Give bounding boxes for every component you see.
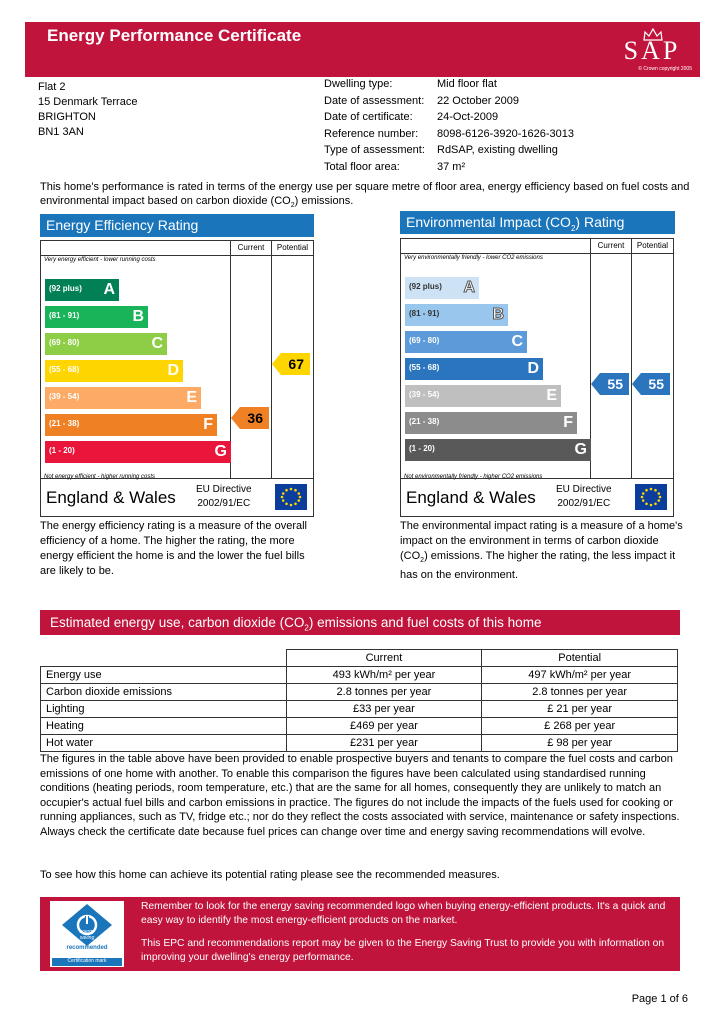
subscript: 2 <box>290 202 295 210</box>
region-label: England & Wales <box>406 488 536 507</box>
table-row <box>41 701 678 718</box>
band-range: (39 - 54) <box>409 390 440 399</box>
band-letter: D <box>167 362 179 379</box>
band-letter: G <box>214 443 227 460</box>
chart-footer <box>401 478 673 516</box>
band-range: (81 - 91) <box>49 311 80 320</box>
band-range: (1 - 20) <box>409 444 435 453</box>
dwelling-value: 8098-6126-3920-1626-3013 <box>437 127 575 140</box>
dwelling-key: Reference number: <box>324 127 419 140</box>
energy-efficiency-description: The energy efficiency rating is a measure of the overall efficiency of a home. The higher the rating, the more energy efficient the home is and the lower the fuel bills are likely to be. <box>40 520 307 577</box>
band-range: (92 plus) <box>409 282 442 291</box>
row-current: £33 per year <box>286 701 482 718</box>
recommendation-note: To see how this home can achieve its potential rating please see the recommended measures. <box>40 869 500 881</box>
top-note: Very environmentally friendly - lower CO2 emissions <box>404 255 543 261</box>
subscript: 2 <box>304 623 309 633</box>
dwelling-row <box>324 95 574 112</box>
dwelling-value: 37 m² <box>437 160 466 173</box>
bottom-note: Not environmentally friendly - higher CO2 emissions <box>404 474 543 480</box>
rating-band-c <box>45 333 167 355</box>
dwelling-value: RdSAP, existing dwelling <box>437 144 558 157</box>
logo-text-certification: Certification mark <box>67 958 107 964</box>
dwelling-value: Mid floor flat <box>437 78 497 90</box>
band-range: (69 - 80) <box>49 338 80 347</box>
band-range: (21 - 38) <box>49 419 80 428</box>
rating-band-b <box>405 304 508 326</box>
row-potential: 2.8 tonnes per year <box>482 684 678 701</box>
subscript: 2 <box>420 557 425 565</box>
page-number: Page 1 of 6 <box>631 993 688 1005</box>
rating-band-d <box>45 360 183 382</box>
band-letter: C <box>151 335 163 352</box>
dwelling-row <box>324 111 574 128</box>
energy-efficiency-chart <box>40 240 314 517</box>
rating-band-a <box>405 277 479 299</box>
eu-flag-icon <box>275 484 307 510</box>
rating-band-g <box>45 441 231 463</box>
sap-logo <box>612 26 692 74</box>
band-range: (55 - 68) <box>409 363 440 372</box>
column-header-current: Current <box>590 239 631 253</box>
estimated-costs-title <box>40 610 680 635</box>
costs-title-text-end: ) emissions and fuel costs of this home <box>308 615 542 630</box>
logo-text-energy-saving: energy saving <box>79 929 95 941</box>
band-letter: E <box>186 389 197 406</box>
column-header-potential: Potential <box>271 241 313 255</box>
row-potential: 497 kWh/m² per year <box>482 667 678 684</box>
dwelling-key: Date of certificate: <box>324 111 413 124</box>
band-range: (1 - 20) <box>49 446 75 455</box>
eu-flag-icon <box>635 484 667 510</box>
energy-saving-promo <box>40 897 680 971</box>
dwelling-details <box>324 78 574 178</box>
eu-directive <box>556 483 612 511</box>
dwelling-key: Type of assessment: <box>324 144 425 157</box>
band-letter: B <box>492 306 504 323</box>
certificate-header <box>25 22 700 77</box>
potential-rating-value: 55 <box>648 376 664 392</box>
intro-text-end: ) emissions. <box>294 195 354 207</box>
row-current: 2.8 tonnes per year <box>286 684 482 701</box>
band-range: (21 - 38) <box>409 417 440 426</box>
rating-band-e <box>405 385 561 407</box>
row-current: £231 per year <box>286 735 482 752</box>
address-line: 15 Denmark Terrace <box>38 96 138 108</box>
row-label: Energy use <box>41 667 287 684</box>
bottom-note: Not energy efficient - higher running costs <box>44 474 156 480</box>
potential-rating-arrow <box>272 353 310 375</box>
header-current: Current <box>286 650 482 667</box>
region-label: England & Wales <box>46 488 176 507</box>
potential-rating-value: 67 <box>288 356 304 372</box>
band-letter: G <box>574 441 587 458</box>
top-note: Very energy efficient - lower running costs <box>44 257 156 263</box>
row-current: £469 per year <box>286 718 482 735</box>
intro-paragraph <box>40 180 690 213</box>
band-range: (69 - 80) <box>409 336 440 345</box>
dwelling-key: Date of assessment: <box>324 94 425 107</box>
rating-band-f <box>405 412 577 434</box>
sap-logo-text: SAP <box>623 36 681 65</box>
eir-title-text-end: ) Rating <box>575 214 625 230</box>
rating-band-c <box>405 331 527 353</box>
promo-paragraph-1: Remember to look for the energy saving recommended logo when buying energy-efficient products. It's a quick and easy way to identify the most energy-efficient products on the market. <box>141 901 666 926</box>
row-potential: £ 98 per year <box>482 735 678 752</box>
band-letter: E <box>546 387 557 404</box>
figures-explanation: The figures in the table above have been provided to enable prospective buyers and tenants to compare the fuel costs and carbon emissions of one home with another. To enable this comparison the figures have been calculated using standardised running conditions (heating periods, room temperature, etc.) that are the same for all homes, consequently they are unlikely to match an occupier's actual fuel bills and carbon emissions in practice. The figures do not include the impacts of the fuels used for cooking or running appliances, such as TV, fridge etc.; nor do they reflect the costs associated with service, maintenance or safety inspections. Always check the certificate date because fuel prices can change over time and energy saving recommendations will evolve. <box>40 753 680 838</box>
row-potential: £ 21 per year <box>482 701 678 718</box>
header-blank <box>41 650 287 667</box>
current-rating-value: 36 <box>247 410 263 426</box>
rating-band-d <box>405 358 543 380</box>
header-potential: Potential <box>482 650 678 667</box>
rating-band-f <box>45 414 217 436</box>
table-row <box>41 735 678 752</box>
current-rating-value: 55 <box>607 376 623 392</box>
address-line: BRIGHTON <box>38 111 96 123</box>
environmental-impact-chart <box>400 238 674 517</box>
eir-description-text: The environmental impact rating is a measure of a home's impact on the environment in terms of carbon dioxide (CO <box>400 520 683 562</box>
eu-directive <box>196 483 252 511</box>
costs-title-text: Estimated energy use, carbon dioxide (CO <box>50 615 305 630</box>
dwelling-row <box>324 78 574 95</box>
address-line: Flat 2 <box>38 81 66 93</box>
potential-rating-arrow <box>632 373 670 395</box>
row-label: Lighting <box>41 701 287 718</box>
page-title: Energy Performance Certificate <box>47 26 302 45</box>
row-label: Carbon dioxide emissions <box>41 684 287 701</box>
column-header-potential: Potential <box>631 239 673 253</box>
environmental-impact-title <box>400 211 675 234</box>
column-header-current: Current <box>230 241 271 255</box>
band-range: (92 plus) <box>49 284 82 293</box>
dwelling-value: 22 October 2009 <box>437 94 519 107</box>
current-rating-arrow <box>231 407 269 429</box>
address-line: BN1 3AN <box>38 126 84 138</box>
row-potential: £ 268 per year <box>482 718 678 735</box>
rating-band-g <box>405 439 591 461</box>
intro-text: This home's performance is rated in terms of the energy use per square metre of floor area, energy efficiency based on fuel costs and environmental impact based on carbon dioxide (CO <box>40 181 690 207</box>
band-letter: A <box>103 281 115 298</box>
band-range: (55 - 68) <box>49 365 80 374</box>
row-current: 493 kWh/m² per year <box>286 667 482 684</box>
row-label: Heating <box>41 718 287 735</box>
dwelling-row <box>324 144 574 161</box>
dwelling-key: Dwelling type: <box>324 78 393 90</box>
logo-text-recommended: recommended <box>66 945 108 951</box>
energy-saving-recommended-logo <box>50 901 124 967</box>
energy-efficiency-title: Energy Efficiency Rating <box>40 214 314 237</box>
rating-band-a <box>45 279 119 301</box>
dwelling-value: 24-Oct-2009 <box>437 111 499 124</box>
chart-footer <box>41 478 313 516</box>
band-letter: B <box>132 308 144 325</box>
estimated-costs-table <box>40 649 678 752</box>
promo-text <box>141 900 673 965</box>
band-letter: F <box>563 414 573 431</box>
band-letter: D <box>527 360 539 377</box>
rating-band-b <box>45 306 148 328</box>
table-row <box>41 667 678 684</box>
current-rating-arrow <box>591 373 629 395</box>
band-letter: F <box>203 416 213 433</box>
rating-band-e <box>45 387 201 409</box>
row-label: Hot water <box>41 735 287 752</box>
band-range: (39 - 54) <box>49 392 80 401</box>
environmental-impact-description <box>400 519 684 583</box>
eir-description-text-end: ) emissions. The higher the rating, the less impact it has on the environment. <box>400 550 676 582</box>
dwelling-row <box>324 161 574 178</box>
table-header-row <box>41 650 678 667</box>
eu-directive-line1: EU Directive <box>196 484 252 495</box>
dwelling-row <box>324 128 574 145</box>
eu-directive-line2: 2002/91/EC <box>557 498 611 509</box>
property-address <box>38 80 137 140</box>
eir-title-text: Environmental Impact (CO <box>406 214 571 230</box>
copyright-notice: © Crown copyright 2005 <box>638 66 692 72</box>
band-letter: A <box>463 279 475 296</box>
band-range: (81 - 91) <box>409 309 440 318</box>
promo-paragraph-2: This EPC and recommendations report may be given to the Energy Saving Trust to provide you with information on improving your dwelling's energy performance. <box>141 938 665 963</box>
table-row <box>41 684 678 701</box>
subscript: 2 <box>570 223 576 233</box>
eu-directive-line2: 2002/91/EC <box>197 498 251 509</box>
table-row <box>41 718 678 735</box>
eu-directive-line1: EU Directive <box>556 484 612 495</box>
dwelling-key: Total floor area: <box>324 160 400 173</box>
band-letter: C <box>511 333 523 350</box>
